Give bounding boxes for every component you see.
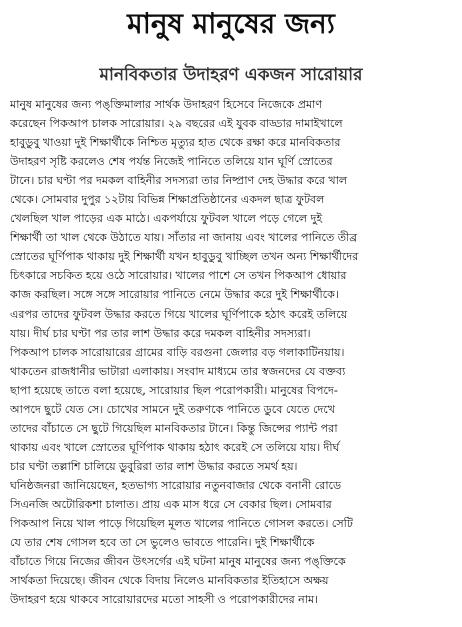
body-line: শিক্ষার্থী তা খাল থেকে উঠাতে যায়। সাঁতার না জানায় এবং খালের পানিতে তীব্র	[10, 231, 358, 245]
body-line: মানুষ মানুষের জন্য পঙ্‌ক্তিমালার সার্থক উদাহরণ হিসেবে নিজেকে প্রমাণ	[10, 98, 322, 111]
body-line: পিকআপ নিয়ে খাল পাড়ে গিয়েছিল মূলত খালের পানিতে গোসল করতে। সেটি	[10, 517, 353, 531]
body-line: সার্থকতা দিয়েছে। জীবন থেকে বিদায় নিলেও মানবিকতার ইতিহাসে অক্ষয়	[10, 574, 329, 588]
body-line: এরপর তাদের ফুটবল উদ্ধার করতে গিয়ে খালের ঘূর্ণিপাকে হঠাৎ করেই তলিয়ে	[10, 307, 348, 321]
body-line: সিএনজি অটোরিকশা চালাত। প্রায় এক মাস ধরে সে বেকার ছিল। সোমবার	[10, 497, 332, 511]
body-line: কাজ করছিল। সঙ্গে সঙ্গে সারোয়ার পানিতে নেমে উদ্ধার করে দুই শিক্ষার্থীকে।	[10, 288, 339, 302]
body-line: ছাপা হয়েছে তাতে বলা হয়েছে, সারোয়ার ছিল পরোপকারী। মানুষের বিপদে-	[10, 383, 338, 397]
body-line: থেকে। সোমবার দুপুর ১২টায় বিভিন্ন শিক্ষাপ্রতিষ্ঠানের একদল ছাত্র ফুটবল	[10, 193, 325, 207]
body-line: হাবুডুবু খাওয়া দুই শিক্ষার্থীকে নিশ্চিত মৃত্যুর হাত থেকে রক্ষা করে মানবিকতার	[10, 136, 341, 150]
body-line: আপদে ছুটে যেত সে। চোখের সামনে দুই তরুণকে পানিতে ডুবে যেতে দেখে	[10, 402, 336, 416]
body-line: ঘনিষ্ঠজনরা জানিয়েছেন, হতভাগ্য সারোয়ার নতুনবাজার থেকে বনানী রোডে	[10, 478, 342, 492]
article-body	[10, 95, 458, 609]
body-line: চার ঘণ্টা তল্লাশি চালিয়ে ডুবুরিরা তার লাশ উদ্ধার করতে সমর্থ হয়।	[10, 459, 298, 473]
body-line: তাদের বাঁচাতে সে ছুটে গিয়েছিল মানবিকতার টানে। কিন্তু জিন্সের প্যান্ট পরা	[10, 421, 338, 435]
body-line: চিৎকারে সচকিত হয়ে ওঠে সারোয়ার। খালের পাশে সে তখন পিকআপ ধোয়ার	[10, 269, 347, 283]
body-line: যায়। দীর্ঘ চার ঘণ্টা পর তার লাশ উদ্ধার করে দমকল বাহিনীর সদস্যরা।	[10, 326, 311, 340]
subheadline: মানবিকতার উদাহরণ একজন সারোয়ার	[99, 65, 363, 85]
body-line: টানে। চার ঘণ্টা পর দমকল বাহিনীর সদস্যরা তার নিষ্প্রাণ দেহ উদ্ধার করে খাল	[10, 174, 348, 188]
body-line: উদাহরণ হয়ে থাকবে সারোয়ারদের মতো সাহসী ও পরোপকারীদের নাম।	[10, 593, 318, 607]
body-line: পিকআপ চালক সারোয়ারের গ্রামের বাড়ি বরগুনা জেলার বড় গলাকাটিনয়ায়।	[10, 345, 345, 359]
body-line: করেছেন পিকআপ চালক সারোয়ার। ২৯ বছরের এই যুবক বাড্ডার দামাইখালে	[10, 117, 343, 131]
body-line: উদাহরণ সৃষ্টি করলেও শেষ পর্যন্ত নিজেই পানিতে তলিয়ে যান ঘূর্ণি স্রোতের	[10, 155, 333, 169]
body-line: বাঁচাতে গিয়ে নিজের জীবন উৎসর্গের এই ঘটনা মানুষ মানুষের জন্য পঙ্‌ক্তিকে	[10, 555, 346, 569]
body-line: থাকতেন রাজধানীর ভাটারা এলাকায়। সংবাদ মাধ্যমে তার স্বজনদের যে বক্তব্য	[10, 364, 346, 378]
body-line: থাকায় এবং খালে স্রোতের ঘূর্ণিপাক থাকায় হঠাৎ করেই সে তলিয়ে যায়। দীর্ঘ	[10, 440, 340, 454]
body-line: স্রোতের ঘূর্ণিপাক থাকায় দুই শিক্ষার্থী যখন হাবুডুবু খাচ্ছিল তখন অন্য শিক্ষার্থীদের	[10, 250, 359, 264]
body-line: খেলছিল খাল পাড়ের এক মাঠে। একপর্যায়ে ফুটবল খালে পড়ে গেলে দুই	[10, 212, 323, 226]
body-line: যে তার শেষ গোসল হবে তা সে ভুলেও ভাবতে পারেনি। দুই শিক্ষার্থীকে	[10, 536, 315, 550]
headline: মানুষ মানুষের জন্য	[127, 7, 335, 40]
